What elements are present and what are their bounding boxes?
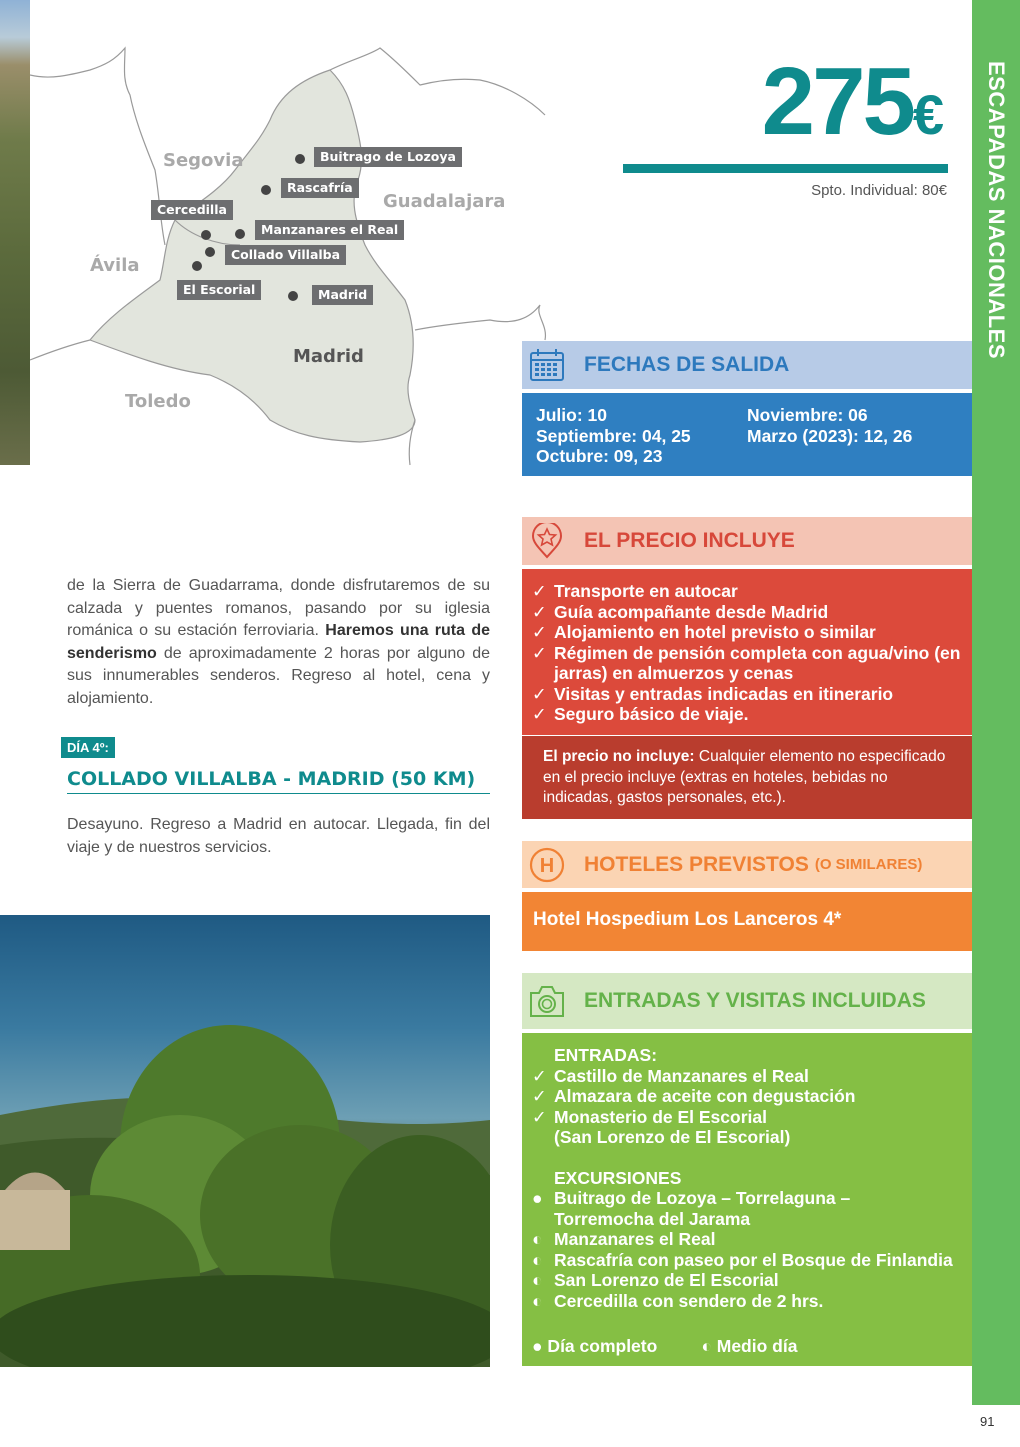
map-city-cercedilla: Cercedilla bbox=[151, 200, 233, 220]
fecha-item: Octubre: 09, 23 bbox=[536, 446, 663, 466]
list-item: ✓ Transporte en autocar bbox=[532, 581, 738, 601]
hotel-name: Hotel Hospedium Los Lanceros 4* bbox=[533, 909, 842, 930]
list-item: ✓ Régimen de pensión completa con agua/vino (en jarras) en almuerzos y cenas bbox=[532, 642, 961, 683]
section-label: ESCAPADAS NACIONALES bbox=[984, 60, 1009, 360]
not-included-text: Cualquier elemento no especificado en el precio incluye (extras en hoteles, bebidas no indicadas, gastos personales, etc.). bbox=[543, 748, 946, 806]
entradas-label: ENTRADAS: bbox=[554, 1045, 658, 1065]
incluye-body bbox=[522, 569, 972, 735]
landscape-photo bbox=[0, 915, 490, 1367]
map-dot bbox=[295, 154, 305, 164]
excursiones-label: EXCURSIONES bbox=[554, 1167, 682, 1188]
check-icon: ✓ bbox=[532, 1065, 547, 1086]
entradas-title: ENTRADAS Y VISITAS INCLUIDAS bbox=[584, 989, 926, 1012]
check-icon: ✓ bbox=[532, 704, 547, 724]
fecha-item: Septiembre: 04, 25 bbox=[536, 425, 691, 446]
list-item: ◐ Cercedilla con sendero de 2 hrs. bbox=[532, 1290, 824, 1311]
check-icon: ✓ bbox=[532, 601, 547, 622]
camera-icon bbox=[528, 982, 566, 1020]
map-region-segovia: Segovia bbox=[163, 150, 244, 171]
half-day-icon: ◐ bbox=[532, 1229, 543, 1249]
page-number: 91 bbox=[980, 1414, 995, 1429]
single-supplement: Spto. Individual: 80€ bbox=[811, 182, 947, 199]
itinerary-paragraph-day4: Desayuno. Regreso a Madrid en autocar. Llegada, fin del viaje y de nuestros servicios. bbox=[67, 816, 490, 856]
fecha-item: Noviembre: 06 bbox=[747, 405, 868, 425]
fecha-item: Julio: 10 bbox=[536, 405, 607, 425]
list-item: ◐ San Lorenzo de El Escorial bbox=[532, 1270, 779, 1290]
map-city-manzanares: Manzanares el Real bbox=[255, 220, 404, 240]
list-item: ✓ Monasterio de El Escorial (San Lorenzo de El Escorial) bbox=[532, 1106, 791, 1147]
highlight-text: Haremos una ruta de senderismo bbox=[67, 622, 491, 662]
price-currency: € bbox=[912, 83, 944, 146]
fechas-col-left bbox=[536, 405, 747, 464]
list-item: ✓ Guía acompañante desde Madrid bbox=[532, 601, 829, 622]
map-city-buitrago: Buitrago de Lozoya bbox=[314, 147, 462, 167]
check-icon: ✓ bbox=[532, 642, 547, 663]
check-icon: ✓ bbox=[532, 683, 547, 704]
map-dot bbox=[288, 291, 298, 301]
hotel-icon bbox=[528, 846, 566, 884]
list-item: ✓ Castillo de Manzanares el Real bbox=[532, 1065, 809, 1086]
fechas-col-right bbox=[747, 405, 958, 464]
check-icon: ✓ bbox=[532, 622, 547, 642]
fecha-item: Marzo (2023): 12, 26 bbox=[747, 425, 913, 446]
legend-half-day: ◐ Medio día bbox=[701, 1335, 798, 1356]
day-title: COLLADO VILLALBA - MADRID (50 KM) bbox=[67, 768, 490, 794]
list-item: ✓ Visitas y entradas indicadas en itinerario bbox=[532, 683, 894, 704]
calendar-icon bbox=[528, 346, 566, 384]
fechas-header bbox=[522, 341, 972, 389]
map-region-guadalajara: Guadalajara bbox=[383, 191, 506, 212]
fechas-title: FECHAS DE SALIDA bbox=[584, 353, 790, 376]
check-icon: ✓ bbox=[532, 1106, 547, 1127]
half-day-icon: ◐ bbox=[532, 1270, 543, 1290]
price-underline bbox=[623, 164, 948, 173]
map-dot bbox=[261, 185, 271, 195]
check-icon: ✓ bbox=[532, 1086, 547, 1106]
map-region-avila: Ávila bbox=[90, 255, 140, 276]
map-city-madrid: Madrid bbox=[312, 285, 373, 305]
svg-text:H: H bbox=[539, 854, 555, 877]
map-region-toledo: Toledo bbox=[125, 391, 191, 412]
map-dot bbox=[201, 230, 211, 240]
entradas-header bbox=[522, 973, 972, 1029]
entradas-body bbox=[522, 1033, 972, 1366]
list-item: ✓ Alojamiento en hotel previsto o similar bbox=[532, 622, 876, 642]
list-item: ◐ Rascafría con paseo por el Bosque de Finlandia bbox=[532, 1249, 953, 1270]
incluye-title: EL PRECIO INCLUYE bbox=[584, 529, 795, 552]
map-dot bbox=[192, 261, 202, 271]
star-badge-icon bbox=[528, 522, 566, 560]
list-item: ✓ Almazara de aceite con degustación bbox=[532, 1086, 856, 1106]
itinerary-paragraph: de la Sierra de Guadarrama, donde disfrutaremos de su calzada y puentes romanos, pasando por su iglesia románica o su estación ferroviaria. Haremos una ruta de senderismo de aproximadamente 2 horas por alguno de sus innumerables senderos. Regreso al hotel, cena y alojamiento. bbox=[67, 577, 491, 707]
map-dot bbox=[205, 247, 215, 257]
list-item: ✓ Seguro básico de viaje. bbox=[532, 704, 749, 724]
check-icon: ✓ bbox=[532, 581, 547, 601]
half-day-icon: ◐ bbox=[532, 1249, 543, 1270]
hoteles-subtitle: (O SIMILARES) bbox=[814, 856, 923, 873]
list-item: ◐ Manzanares el Real bbox=[532, 1229, 716, 1249]
fechas-body bbox=[522, 393, 972, 476]
map-city-rascafria: Rascafría bbox=[281, 178, 359, 198]
map-dot bbox=[235, 229, 245, 239]
half-day-icon: ◐ bbox=[532, 1290, 543, 1311]
hoteles-header bbox=[522, 841, 972, 888]
list-item: ● Buitrago de Lozoya – Torrelaguna – Torremocha del Jarama bbox=[532, 1188, 851, 1229]
hoteles-body bbox=[522, 892, 972, 951]
region-map bbox=[30, 40, 550, 470]
map-city-el-escorial: El Escorial bbox=[177, 280, 261, 300]
not-included-label: El precio no incluye: bbox=[543, 748, 695, 765]
legend-full-day: ● Día completo bbox=[532, 1335, 658, 1356]
full-day-icon: ● bbox=[532, 1188, 543, 1208]
price-amount: 275 bbox=[761, 48, 913, 155]
not-included-box bbox=[522, 736, 972, 819]
landscape-photo-strip bbox=[0, 0, 30, 465]
map-region-madrid: Madrid bbox=[293, 346, 364, 367]
incluye-header bbox=[522, 517, 972, 565]
duration-legend bbox=[532, 1336, 841, 1357]
hoteles-title: HOTELES PREVISTOS bbox=[584, 852, 809, 876]
price bbox=[761, 48, 944, 165]
day-badge: DÍA 4º: bbox=[61, 737, 115, 758]
map-city-collado-villalba: Collado Villalba bbox=[225, 245, 346, 265]
